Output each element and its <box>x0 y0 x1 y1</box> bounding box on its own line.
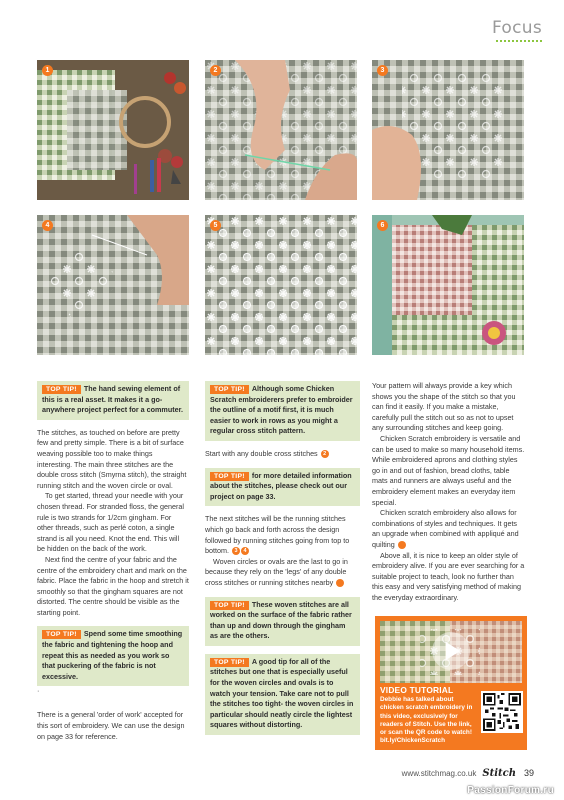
photo-number: 6 <box>377 220 388 231</box>
header-divider <box>496 40 542 42</box>
top-tip-box <box>205 468 360 507</box>
video-thumbnail[interactable] <box>380 621 522 683</box>
column-2 <box>205 381 360 735</box>
photo-2-stitching <box>205 60 357 200</box>
footer-url[interactable]: www.stitchmag.co.uk <box>401 769 477 778</box>
top-tip-label: TOP TIP! <box>210 658 249 667</box>
top-tip-label: TOP TIP! <box>210 601 249 610</box>
photo-number: 1 <box>42 65 53 76</box>
video-description: Debbie has talked about chicken scratch embroidery in this video, exclusively for readers of Stitch. Use the link, or scan the QR code to watch! bit.ly/ChickenScratch <box>380 696 473 745</box>
photo-number: 4 <box>42 220 53 231</box>
top-tip-box <box>37 626 189 686</box>
column-3 <box>372 381 527 603</box>
body-paragraph <box>205 449 360 460</box>
body-paragraph: To get started, thread your needle with your chosen thread. For stranded floss, the general rule is two strands for 1/2cm gingham. For other threads, such as perlé coton, a single strand is all you need. Knot the end. This will be hidden on the back of the work. <box>37 491 185 554</box>
photo-4-hoop <box>37 215 189 355</box>
photo-number: 5 <box>210 220 221 231</box>
tip-text: A good tip for all of the stitches but one that is especially useful for the woven circles and ovals is to watch your tension. Take care not to pull the stitches too tight- the woven circles in particular should neatly circle the lightest squares without distorting. <box>210 656 354 730</box>
top-tip-label: TOP TIP! <box>210 472 249 481</box>
step-ref-badge: 5 <box>336 579 344 587</box>
photo-number: 3 <box>377 65 388 76</box>
page-footer <box>402 768 534 779</box>
body-paragraph: Chicken Scratch embroidery is versatile and can be used to make so many household items. While embroidered aprons and clothing styles go in and out of fashion, bread cloths, table mats and runners are always useful and the embroidery element makes an everyday item special. <box>372 433 525 507</box>
step-ref-badge: 3 <box>232 547 240 555</box>
step-ref-badge: 6 <box>398 541 406 549</box>
body-paragraph <box>205 557 360 589</box>
photo-6-finished <box>372 215 524 355</box>
body-text: Woven circles or ovals are the last to go in because they rely on the 'legs' of any double cross stitches or running stitches nearby <box>205 556 348 587</box>
body-paragraph: Next find the centre of your fabric and the centre of the embroidery chart and mark on the fabric. Place the fabric in the hoop and stretch it smoothly so that the gingham squares are not distorted. The centre should be visible as the starting point. <box>37 554 189 617</box>
top-tip-box <box>205 597 360 646</box>
body-paragraph: Above all, it is nice to keep an older style of embroidery alive. If you are ever searching for a suitable project to teach, look no further than this easy and very satisfying method of making the everyday extraordinary. <box>372 550 525 602</box>
tip-text: Spend some time smoothing the fabric and tightening the hoop and repeat this as needed as you work so that puckering of the fabric is not excessive. <box>42 629 183 681</box>
watermark: PassionForum.ru <box>467 785 554 796</box>
section-title: Focus <box>491 18 542 38</box>
body-paragraph: There is a general 'order of work' accepted for this sort of embroidery. We can use the design on page 33 for reference. <box>37 710 185 741</box>
body-paragraph: Your pattern will always provide a key which shows you the shape of the stitch so that you can find it easily. If you make a mistake, carefully pull the stitch out so as not to upset any surrounding stitches and keep going. <box>372 381 516 433</box>
photo-5-closeup <box>205 215 357 355</box>
photo-3-stitching <box>372 60 524 200</box>
tip-text: for more detailed information about the stitches, please check out our project on page 33. <box>210 470 352 501</box>
top-tip-label: TOP TIP! <box>42 385 81 394</box>
video-title: VIDEO TUTORIAL <box>380 685 454 695</box>
step-ref-badge: 4 <box>241 547 249 555</box>
stray-mark: · <box>37 686 40 696</box>
page-number: 39 <box>523 768 534 778</box>
top-tip-box <box>205 654 360 735</box>
photo-number: 2 <box>210 65 221 76</box>
body-text: Chicken scratch embroidery also allows for combinations of styles and techniques. It gets an upgrade when combined with appliqué and quilting <box>372 508 519 549</box>
video-tutorial-box[interactable] <box>375 616 527 750</box>
tip-text: The hand sewing element of this is a real asset. It makes it a go-anywhere project perfect for a commuter. <box>42 384 183 415</box>
body-paragraph <box>205 514 360 556</box>
body-text: The next stitches will be the running stitches which go back and forth across the design followed by running stitches going from top to bottom. <box>205 514 350 556</box>
top-tip-box <box>205 381 360 441</box>
body-text: Start with any double cross stitches <box>205 448 318 458</box>
play-icon[interactable] <box>432 632 470 670</box>
top-tip-label: TOP TIP! <box>42 630 81 639</box>
column-1 <box>37 381 189 742</box>
top-tip-box <box>37 381 189 420</box>
top-tip-label: TOP TIP! <box>210 385 249 394</box>
tip-text: Although some Chicken Scratch embroiderers prefer to embroider the outline of a motif first, it is much easier to work in rows as you might a regular cross stitch pattern. <box>210 384 353 436</box>
magazine-logo: Stitch <box>482 768 516 779</box>
qr-code-icon[interactable] <box>481 691 523 733</box>
body-paragraph: The stitches, as touched on before are pretty few and pretty simple. There is a bit of surface weaving possible too to make things interesting. The main three stitches are the double cross stitch (Smyrna stitch), the straight running stitch and the woven circle or oval. <box>37 427 187 490</box>
tip-text: These woven stitches are all worked on the surface of the fabric rather than up and down through the gingham as are the others. <box>210 599 352 641</box>
step-ref-badge: 2 <box>321 450 329 458</box>
body-paragraph <box>372 508 527 550</box>
photo-1-materials <box>37 60 189 200</box>
